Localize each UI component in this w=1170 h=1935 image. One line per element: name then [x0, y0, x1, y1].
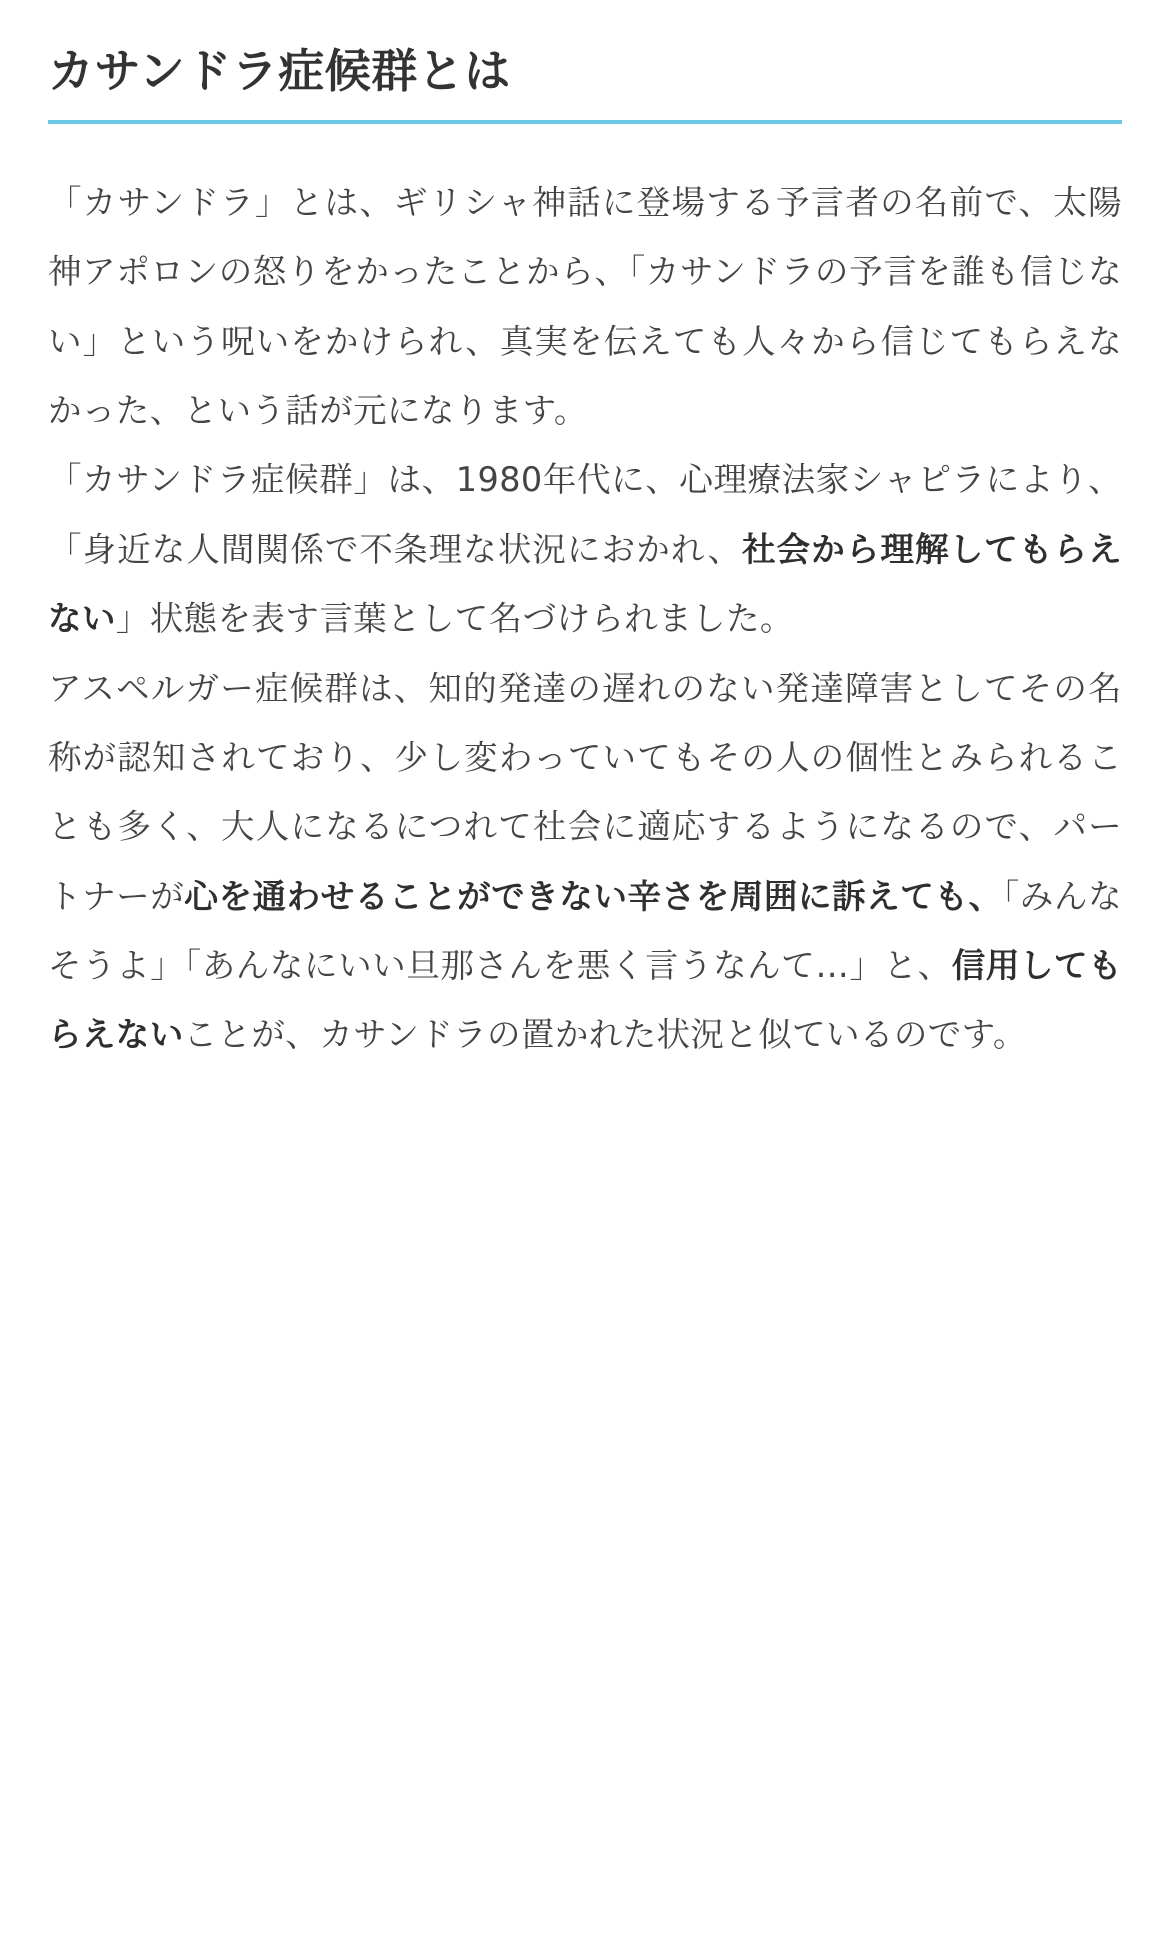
paragraph [48, 654, 1122, 1070]
emphasis-text: 心を通わせることができない辛さを周囲に訴えても、 [184, 876, 1003, 916]
body-text: アスペルガー症候群は、知的発達の遅れのない発達障害としてその名称が認知されており、少し変わっていてもその人の個性とみられることも多く、大人になるにつれて社会に適応するようになるので、パートナーが [48, 668, 1122, 916]
emphasis-text: 信用してもらえない [48, 945, 1123, 1055]
body-text: 「みんなそうよ」「あんなにいい旦那さんを悪く言うなんて…」と、 [48, 876, 1122, 985]
title-underline-divider [48, 120, 1122, 124]
body-text: 」状態を表す言葉として名づけられました。 [115, 599, 794, 639]
page-title: カサンドラ症候群とは [48, 44, 511, 98]
body-text: ことが、カサンドラの置かれた状況と似ているのです。 [183, 1015, 1027, 1055]
body-text: 「カサンドラ症候群」は、1980年代に、心理療法家シャピラにより、「身近な人間関係で不条理な状況におかれ、 [48, 460, 1122, 569]
paragraph [48, 168, 1122, 445]
paragraph [48, 445, 1122, 653]
emphasis-text: 社会から理解してもらえない [48, 529, 1122, 639]
body-text: 「カサンドラ」とは、ギリシャ神話に登場する予言者の名前で、太陽神アポロンの怒りをかったことから、「カサンドラの予言を誰も信じない」という呪いをかけられ、真実を伝えても人々から信じてもらえなかった、という話が元になります。 [48, 183, 1122, 431]
article-body [48, 168, 1122, 1069]
